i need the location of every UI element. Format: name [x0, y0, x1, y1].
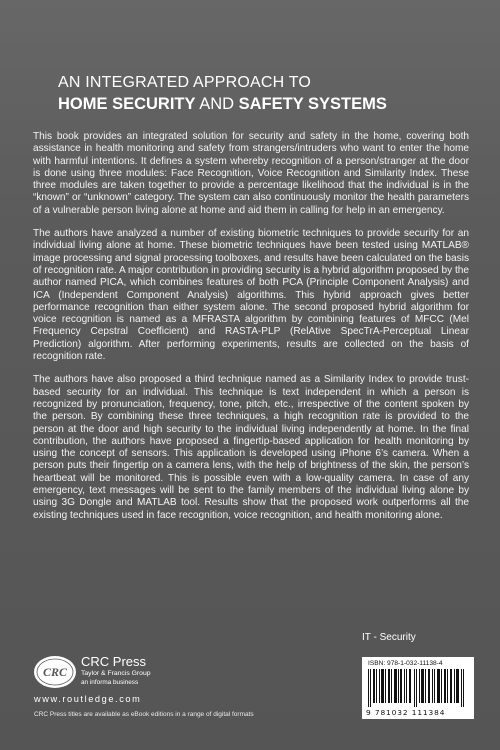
title-home-security: HOME SECURITY — [58, 95, 196, 113]
barcode-number: 9 781032 111384 — [366, 708, 446, 717]
title-line-2 — [58, 94, 476, 114]
publisher-group: Taylor & Francis Group — [81, 670, 151, 677]
blurb-paragraph-2: The authors have analyzed a number of existing biometric techniques to provide security for an individual living alone at home. These biometric techniques have been tested using MATLAB® image processing and signal processing toolboxes, and results have been calculated on the basis of recognition rate. A major contribution in providing security is a hybrid algorithm proposed by the author named PICA, which combines features of both PCA (Principle Component Analysis) and ICA (Independent Component Analysis) algorithms. This hybrid approach gives better performance recognition than either system alone. The second proposed hybrid algorithm for voice recognition is named as a MFRASTA algorithm by combining features of MFCC (Mel Frequency Cepstral Coefficient) and RASTA-PLP (RelAtive SpecTrA-Perceptual Linear Prediction) algorithm. After performing experiments, results are collected on the basis of recognition rate. — [33, 228, 469, 363]
title-line-1: AN INTEGRATED APPROACH TO — [58, 74, 312, 91]
publisher-informa: an informa business — [81, 679, 139, 686]
publisher-website: www.routledge.com — [34, 694, 142, 704]
blurb-paragraph-3: The authors have also proposed a third technique named as a Similarity Index to provide trust-based security for an individual. This technique is text independent in which a person is recognized by pronunciation, frequency, tone, pitch, etc., irrespective of the content spoken by the person. By combining these three techniques, a high recognition rate is provided to the person at the door and high security to the individual living independently at home. In the final contribution, the authors have proposed a fingertip-based application for health monitoring by using the concept of sensors. This application is developed using iPhone 6’s camera. When a person puts their fingertip on a camera lens, with the help of brightness of the skin, the person’s heartbeat will be monitored. This is possible even with a low-quality camera. In case of any emergency, text messages will be sent to the family members of the individual living alone by using 3G Dongle and MATLAB tool. Results show that the proposed work outperforms all the existing techniques used in face recognition, voice recognition, and health monitoring alone. — [33, 374, 469, 521]
book-title — [58, 74, 476, 114]
barcode-panel — [362, 657, 474, 719]
isbn-label: ISBN: 978-1-032-11138-4 — [368, 660, 443, 667]
subject-category: IT - Security — [362, 632, 416, 643]
blurb — [33, 131, 469, 533]
crc-logo-icon — [33, 655, 77, 689]
blurb-paragraph-1: This book provides an integrated solution for security and safety in the home, covering both assistance in health monitoring and safety from strangers/intruders who want to enter the home with harmful intentions. It defines a system whereby recognition of a person/stranger at the door is done using three modules: Face Recognition, Voice Recognition and Similarity Index. These three modules are taken together to provide a percentage likelihood that the individual is in the “known” or “unknown” category. The system can also continuously monitor the health parameters of a vulnerable person living alone at home and aid them in calling for help in an emergency. — [33, 131, 469, 216]
publisher-name: CRC Press — [81, 654, 147, 669]
ebook-note: CRC Press titles are available as eBook editions in a range of digital formats — [34, 711, 254, 718]
title-and: AND — [195, 95, 239, 113]
svg-text:CRC: CRC — [42, 665, 68, 679]
title-safety-systems: SAFETY SYSTEMS — [238, 95, 387, 113]
barcode-icon — [368, 669, 468, 707]
